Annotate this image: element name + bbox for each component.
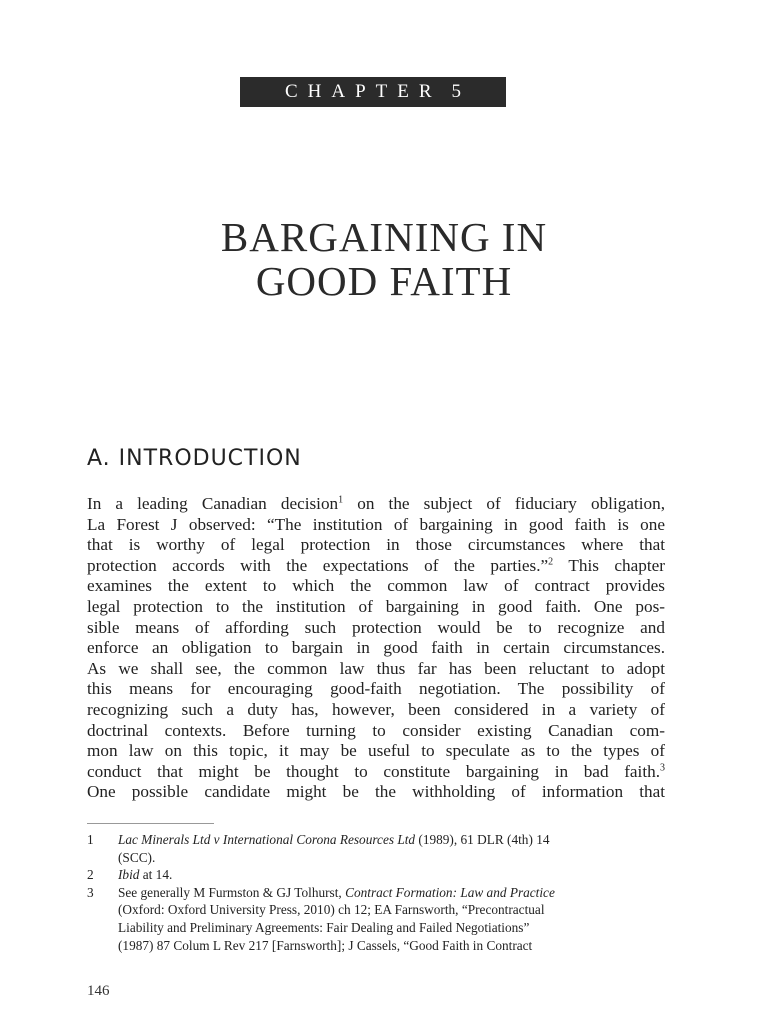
body-line: enforce an obligation to bargain in good faith in certain circumstances. bbox=[87, 638, 665, 658]
body-line: recognizing such a duty has, however, been considered in a variety of bbox=[87, 699, 665, 719]
footnote-ref-2[interactable]: 2 bbox=[548, 556, 554, 568]
footnotes bbox=[87, 831, 665, 954]
body-line: that is worthy of legal protection in those circumstances where that bbox=[87, 535, 665, 555]
section-heading: A. INTRODUCTION bbox=[87, 446, 302, 471]
footnote-ref-1[interactable]: 1 bbox=[338, 494, 344, 506]
footnote-3: 3 See generally M Furmston & GJ Tolhurst, Contract Formation: Law and Practice (Oxford: Oxford University Press, 2010) ch 12; EA Farnsworth, “Precontractual Liability and Preliminary Agreements: Fair Dealing and Failed Negotiations” (1987) 87 Colum L Rev 217 [Farnsworth]; J Cassels, “Good Faith in Contract bbox=[87, 884, 555, 953]
body-line: legal protection to the institution of bargaining in good faith. One pos- bbox=[87, 596, 665, 616]
title-line-2: GOOD FAITH bbox=[255, 258, 513, 304]
body-line: La Forest J observed: “The institution of bargaining in good faith is one bbox=[87, 514, 665, 534]
body-line: One possible candidate might be the withholding of information that bbox=[87, 782, 665, 802]
body-line: conduct that might be thought to constitute bargaining in bad faith.$^3$ bbox=[87, 761, 665, 781]
body-line: As we shall see, the common law thus far has been reluctant to adopt bbox=[87, 658, 665, 678]
body-line: sible means of affording such protection would be to recognize and bbox=[87, 617, 665, 637]
footnote-number: 2 bbox=[87, 867, 94, 883]
footnote-number: 3 bbox=[87, 884, 94, 900]
body-line: examines the extent to which the common law of contract provides bbox=[87, 576, 665, 596]
footnote-1: 1 Lac Minerals Ltd v International Corona Resources Ltd (1989), 61 DLR (4th) 14 (SCC). bbox=[87, 832, 550, 865]
footnote-number: 1 bbox=[87, 832, 94, 847]
chapter-title bbox=[0, 215, 768, 303]
title-line-1: BARGAINING IN bbox=[220, 214, 548, 260]
body-line: doctrinal contexts. Before turning to consider existing Canadian com- bbox=[87, 720, 665, 740]
body-line: In a leading Canadian decision$^1$ on the subject of fiduciary obligation, bbox=[87, 494, 665, 513]
body-line: this means for encouraging good-faith negotiation. The possibility of bbox=[87, 679, 665, 699]
body-line: protection accords with the expectations of the parties.”$^2$ This chapter bbox=[87, 555, 665, 575]
chapter-banner bbox=[240, 77, 506, 107]
footnote-divider bbox=[87, 823, 214, 824]
body-paragraph bbox=[87, 494, 665, 803]
chapter-number: 5 bbox=[451, 81, 472, 102]
case-citation: Lac Minerals Ltd v International Corona Resources Ltd bbox=[118, 832, 416, 847]
body-line: mon law on this topic, it may be useful to speculate as to the types of bbox=[87, 741, 665, 761]
footnote-ref-3[interactable]: 3 bbox=[660, 761, 665, 773]
page-number: 146 bbox=[87, 983, 110, 999]
chapter-label: CHAPTER bbox=[284, 81, 442, 102]
book-title: Contract Formation: Law and Practice bbox=[345, 884, 555, 900]
footnote-2: 2 Ibid at 14. bbox=[87, 867, 173, 883]
